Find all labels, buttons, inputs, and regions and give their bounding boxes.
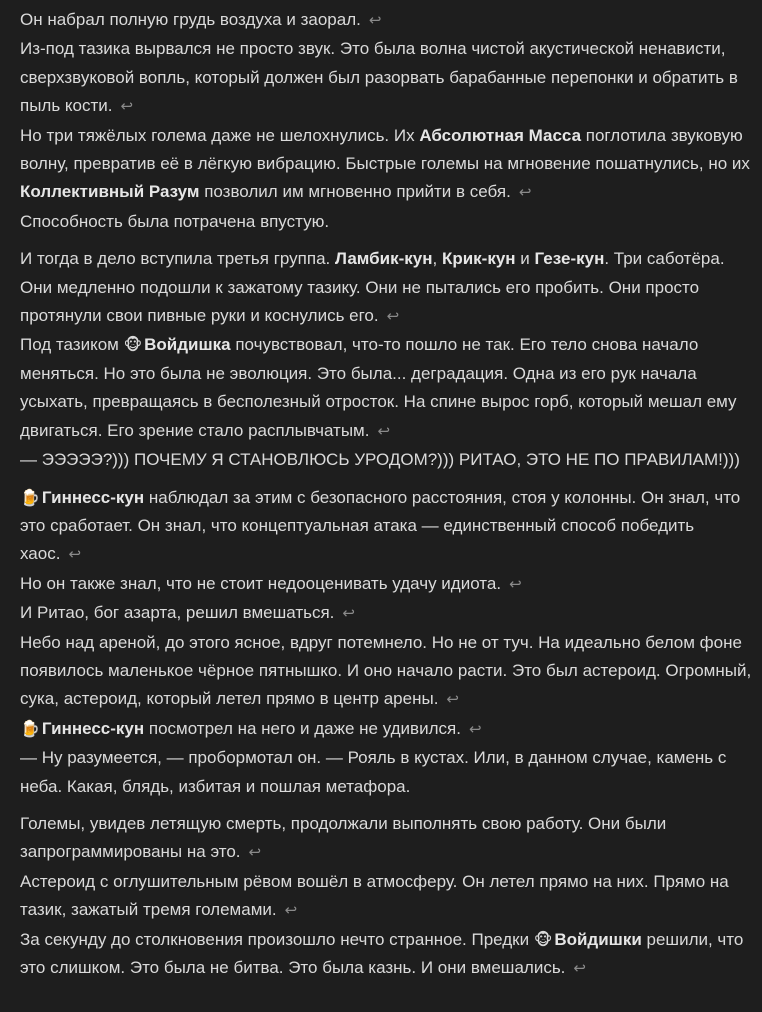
monkey-icon: 🐵 — [123, 337, 143, 355]
paragraph: Големы, увидев летящую смерть, продолжали выполнять свою работу. Они были запрограммированы на это. ↩ — [20, 813, 667, 862]
bold-term: Коллективный Разум — [20, 182, 200, 202]
line-break-icon: ↩ — [386, 308, 400, 326]
line-break-icon: ↩ — [342, 605, 355, 623]
line-break-icon: ↩ — [377, 422, 391, 440]
bold-term: Ламбик-кун — [334, 249, 433, 269]
monkey-icon: 🐵 — [533, 931, 553, 949]
paragraph: Небо над ареной, до этого ясное, вдруг потемнело. Но не от туч. На идеально белом фоне появилось маленькое чёрное пятнышко. И оно начало расти. Это был астероид. Огромный, сука, астероид, который летел прямо в центр арены. ↩ — [20, 632, 752, 709]
paragraph: Из-под тазика вырвался не просто звук. Это была волна чистой акустической ненависти, сверхзвуковой вопль, который должен был разорвать барабанные перепонки и обратить в пыль кости. ↩ — [20, 39, 738, 116]
paragraph: За секунду до столкновения произошло нечто странное. Предки 🐵 Войдишки решили, что это слишком. Это была не битва. Это была казнь. И они вмешались. ↩ — [20, 929, 744, 977]
line-break-icon: ↩ — [573, 960, 586, 977]
beer-icon: 🍺 — [20, 489, 40, 507]
line-break-icon: ↩ — [518, 184, 532, 202]
paragraph: Он набрал полную грудь воздуха и заорал. ↩ — [20, 10, 382, 29]
paragraph: — ЭЭЭЭЭ?))) ПОЧЕМУ Я СТАНОВЛЮСЬ УРОДОМ?))) РИТАО, ЭТО НЕ ПО ПРАВИЛАМ!))) — [20, 450, 740, 470]
line-break-icon: ↩ — [68, 546, 82, 564]
line-break-icon: ↩ — [509, 575, 522, 593]
paragraph: Астероид с оглушительным рёвом вошёл в атмосферу. Он летел прямо на них. Прямо на тазик, зажатый тремя големами. ↩ — [20, 871, 729, 920]
paragraph: Под тазиком 🐵 Войдишка почувствовал, что-то пошло не так. Его тело снова начало меняться. Но это была не эволюция. Это была... деградация. Одна из его рук начала усыхать, превращаясь в бесполезный отросток. На спине вырос горб, который мешал ему двигаться. Его зрение стало расплывчатым. ↩ — [20, 335, 737, 440]
bold-term: Гиннесс-кун — [41, 487, 145, 507]
bold-term: Войдишки — [554, 929, 642, 949]
line-break-icon: ↩ — [468, 720, 482, 738]
line-break-icon: ↩ — [120, 98, 134, 116]
paragraph: Способность была потрачена впустую. — [20, 211, 330, 231]
paragraph: И Ритао, бог азарта, решил вмешаться. ↩ — [20, 603, 355, 623]
bold-term: Гезе-кун — [534, 249, 605, 269]
line-break-icon: ↩ — [284, 902, 298, 920]
line-break-icon: ↩ — [248, 844, 262, 862]
bold-term: Крик-кун — [441, 249, 516, 269]
bold-term: Гиннесс-кун — [41, 718, 145, 738]
line-break-icon: ↩ — [368, 12, 382, 29]
bold-term: Абсолютная Масса — [419, 125, 582, 145]
beer-icon: 🍺 — [20, 720, 40, 738]
paragraph: И тогда в дело вступила третья группа. Ламбик-кун, Крик-кун и Гезе-кун. Три саботёра. Они медленно подошли к зажатому тазику. Они не пытались его пробить. Они просто протянули свои пивные руки и коснулись его. ↩ — [20, 249, 725, 326]
line-break-icon: ↩ — [446, 691, 459, 709]
bold-term: Войдишка — [144, 335, 231, 355]
paragraph: — Ну разумеется, — пробормотал он. — Рояль в кустах. Или, в данном случае, камень с неба. Какая, блядь, избитая и пошлая метафора. — [20, 748, 727, 796]
paragraph: 🍺 Гиннесс-кун наблюдал за этим с безопасного расстояния, стоя у колонны. Он знал, что это сработает. Он знал, что концептуальная атака — единственный способ победить хаос. ↩ — [20, 487, 741, 564]
paragraph: Но три тяжёлых голема даже не шелохнулись. Их Абсолютная Масса поглотила звуковую волну, превратив её в лёгкую вибрацию. Быстрые големы на мгновение пошатнулись, но их Коллективный Разум позволил им мгновенно прийти в себя. ↩ — [20, 125, 750, 202]
paragraph: 🍺 Гиннесс-кун посмотрел на него и даже не удивился. ↩ — [20, 718, 482, 738]
paragraph: Но он также знал, что не стоит недооценивать удачу идиота. ↩ — [20, 573, 522, 593]
